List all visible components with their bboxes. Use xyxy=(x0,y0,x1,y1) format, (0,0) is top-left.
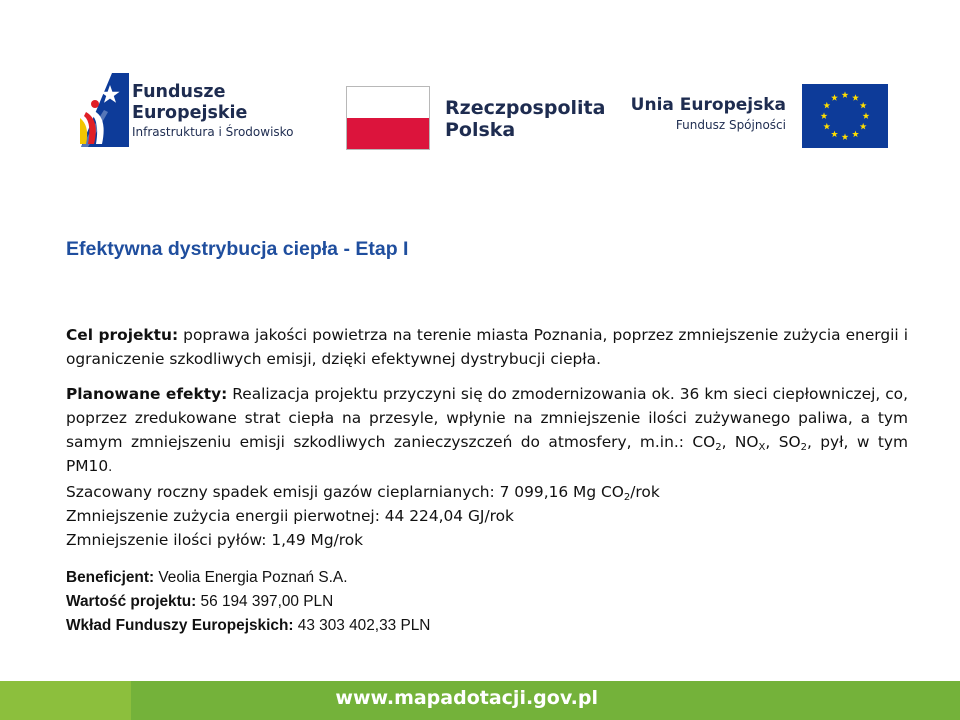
fundusze-logo-subtitle: Infrastruktura i Środowisko xyxy=(132,125,294,139)
cel-projektu-paragraph xyxy=(66,323,908,371)
wklad-funduszy-label: Wkład Funduszy Europejskich: xyxy=(66,617,294,634)
planowane-efekty-paragraph xyxy=(66,382,908,480)
ue-logo-subtitle: Fundusz Spójności xyxy=(675,118,786,132)
co2-subscript: 2 xyxy=(715,442,722,453)
nox-text: , NO xyxy=(721,433,759,451)
fundusze-logo-line2: Europejskie xyxy=(132,103,248,123)
fundusze-logo-line1: Fundusze xyxy=(132,82,226,102)
planowane-efekty-text: Realizacja projektu przyczyni się do zmodernizowania ok. 36 km sieci ciepłowniczej, co, poprzez zredukowane strat ciepła na przesyle, wpłynie na zmniejszenie ilości zużywanego paliwa, a tym samym zmniejszeniu emisji szkodliwych zanieczyszczeń do atmosfery, m.in.: CO xyxy=(66,385,908,451)
project-description xyxy=(66,323,908,638)
ue-logo-name: Unia Europejska xyxy=(630,95,786,115)
unia-europejska-logo xyxy=(630,84,890,150)
fundusze-europejskie-star-icon xyxy=(78,72,130,148)
rp-logo-line2: Polska xyxy=(445,119,516,141)
wartosc-projektu-value: 56 194 397,00 PLN xyxy=(200,593,334,610)
fundusze-europejskie-logo xyxy=(78,72,308,154)
page-title: Efektywna dystrybucja ciepła - Etap I xyxy=(66,238,409,260)
wartosc-projektu-line xyxy=(66,590,908,614)
cel-projektu-label: Cel projektu: xyxy=(66,326,179,344)
rzeczpospolita-polska-logo xyxy=(346,86,606,152)
footer-website-link[interactable]: www.mapadotacji.gov.pl xyxy=(335,687,598,709)
wklad-funduszy-line xyxy=(66,614,908,638)
wklad-funduszy-value: 43 303 402,33 PLN xyxy=(297,617,431,634)
planowane-efekty-label: Planowane efekty: xyxy=(66,385,228,403)
so2-subscript: 2 xyxy=(800,442,807,453)
so2-text: , SO xyxy=(765,433,801,451)
energy-reduction-line: Zmniejszenie zużycia energii pierwotnej: 44 224,04 GJ/rok xyxy=(66,507,514,525)
ghg-reduction-line xyxy=(66,480,908,504)
ghg-co2-subscript: 2 xyxy=(623,492,631,503)
efekty-period: . xyxy=(108,460,113,475)
rp-logo-line1: Rzeczpospolita xyxy=(445,97,606,119)
pm10-text: , pył, w tym PM10 xyxy=(66,433,908,475)
polish-flag-icon xyxy=(346,86,430,150)
footer-bar-left xyxy=(0,681,131,720)
beneficjent-value: Veolia Energia Poznań S.A. xyxy=(158,569,348,586)
beneficjent-line xyxy=(66,566,908,590)
beneficjent-label: Beneficjent: xyxy=(66,569,155,586)
cel-projektu-text: poprawa jakości powietrza na terenie miasta Poznania, poprzez zmniejszenie zużycia energii i ograniczenie szkodliwych emisji, dzięki efektywnej dystrybucji ciepła. xyxy=(66,326,908,368)
nox-subscript: X xyxy=(758,442,766,453)
eu-flag-icon xyxy=(802,84,888,148)
ghg-reduction-unit: /rok xyxy=(630,483,660,501)
wartosc-projektu-label: Wartość projektu: xyxy=(66,593,197,610)
ghg-reduction-text: Szacowany roczny spadek emisji gazów cieplarnianych: 7 099,16 Mg CO xyxy=(66,483,624,501)
dust-reduction-line: Zmniejszenie ilości pyłów: 1,49 Mg/rok xyxy=(66,531,364,549)
